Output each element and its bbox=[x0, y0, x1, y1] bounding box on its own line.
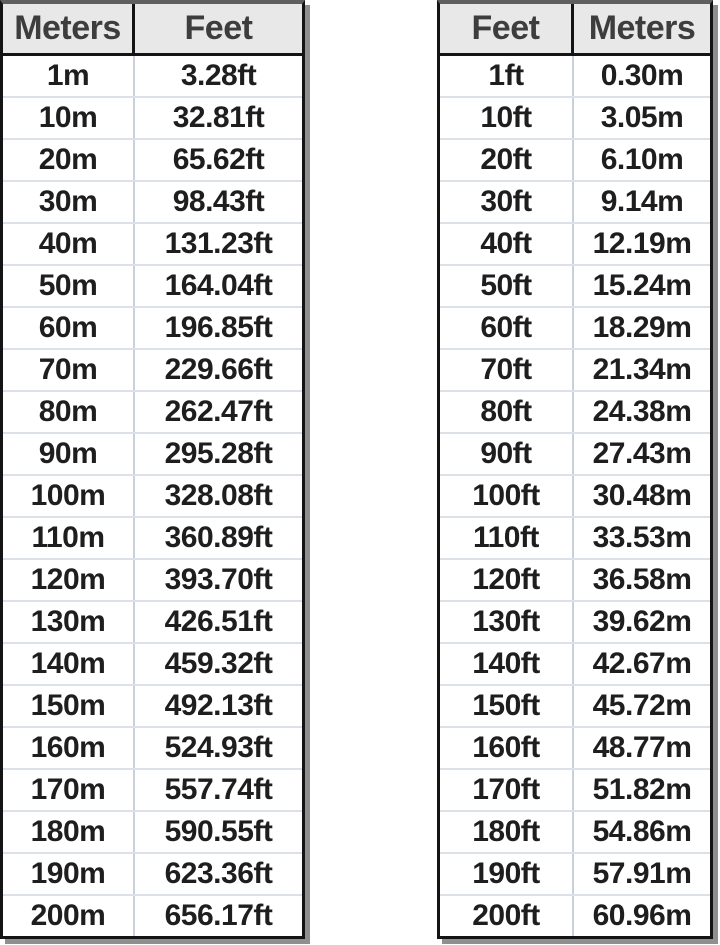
table-cell: 12.19m bbox=[592, 227, 692, 260]
table-body bbox=[3, 56, 302, 936]
table-row bbox=[3, 770, 302, 812]
column-header-meters: Meters bbox=[3, 4, 135, 53]
table-cell: 110m bbox=[3, 518, 135, 558]
table-row bbox=[440, 98, 710, 140]
table-cell: 21.34m bbox=[592, 353, 692, 386]
table-cell: 80m bbox=[3, 392, 135, 432]
table-row bbox=[3, 266, 302, 308]
table-cell: 180m bbox=[3, 812, 135, 852]
table-cell: 180ft bbox=[440, 812, 574, 852]
table-cell: 190m bbox=[3, 854, 135, 894]
table-cell: 39.62m bbox=[592, 605, 692, 638]
table-cell: 170ft bbox=[440, 770, 574, 810]
table-cell: 60m bbox=[3, 308, 135, 348]
table-cell: 40ft bbox=[440, 224, 574, 264]
table-cell: 557.74ft bbox=[164, 773, 273, 806]
table-cell: 229.66ft bbox=[164, 353, 273, 386]
table-row bbox=[3, 308, 302, 350]
table-cell: 120m bbox=[3, 560, 135, 600]
table-row bbox=[3, 476, 302, 518]
table-cell: 24.38m bbox=[592, 395, 692, 428]
table-cell: 10ft bbox=[440, 98, 574, 138]
table-cell: 20ft bbox=[440, 140, 574, 180]
table-cell: 70ft bbox=[440, 350, 574, 390]
table-cell: 50ft bbox=[440, 266, 574, 306]
table-cell: 60ft bbox=[440, 308, 574, 348]
table-cell: 80ft bbox=[440, 392, 574, 432]
table-row bbox=[440, 224, 710, 266]
table-row bbox=[3, 560, 302, 602]
table-cell: 100ft bbox=[440, 476, 574, 516]
table-row bbox=[440, 392, 710, 434]
table-cell: 65.62ft bbox=[172, 143, 265, 176]
table-row bbox=[440, 728, 710, 770]
table-cell: 360.89ft bbox=[164, 521, 273, 554]
table-row bbox=[3, 434, 302, 476]
table-cell: 18.29m bbox=[592, 311, 692, 344]
table-cell: 50m bbox=[3, 266, 135, 306]
table-cell: 90m bbox=[3, 434, 135, 474]
table-cell: 98.43ft bbox=[172, 185, 265, 218]
table-body bbox=[440, 56, 710, 936]
table-row bbox=[440, 140, 710, 182]
table-cell: 36.58m bbox=[592, 563, 692, 596]
table-row bbox=[440, 476, 710, 518]
table-cell: 1ft bbox=[440, 56, 574, 96]
table-cell: 57.91m bbox=[592, 857, 692, 890]
table-row bbox=[440, 812, 710, 854]
table-header-row bbox=[440, 4, 710, 56]
table-row bbox=[3, 812, 302, 854]
table-cell: 120ft bbox=[440, 560, 574, 600]
table-cell: 200m bbox=[3, 896, 135, 936]
table-row bbox=[440, 266, 710, 308]
table-header-row bbox=[3, 4, 302, 56]
table-cell: 295.28ft bbox=[164, 437, 273, 470]
table-cell: 60.96m bbox=[592, 899, 692, 932]
table-cell: 70m bbox=[3, 350, 135, 390]
table-row bbox=[440, 350, 710, 392]
table-cell: 150m bbox=[3, 686, 135, 726]
table-cell: 10m bbox=[3, 98, 135, 138]
table-cell: 32.81ft bbox=[172, 101, 265, 134]
table-row bbox=[3, 98, 302, 140]
table-row bbox=[3, 350, 302, 392]
table-cell: 30ft bbox=[440, 182, 574, 222]
table-cell: 30.48m bbox=[592, 479, 692, 512]
table-cell: 20m bbox=[3, 140, 135, 180]
table-cell: 130ft bbox=[440, 602, 574, 642]
feet-to-meters-table bbox=[437, 0, 713, 939]
table-row bbox=[3, 182, 302, 224]
table-cell: 15.24m bbox=[592, 269, 692, 302]
table-row bbox=[3, 644, 302, 686]
table-cell: 48.77m bbox=[592, 731, 692, 764]
table-row bbox=[440, 854, 710, 896]
table-cell: 0.30m bbox=[600, 59, 684, 92]
table-row bbox=[3, 392, 302, 434]
table-cell: 90ft bbox=[440, 434, 574, 474]
table-row bbox=[440, 770, 710, 812]
meters-to-feet-table bbox=[0, 0, 305, 939]
table-row bbox=[3, 56, 302, 98]
table-cell: 524.93ft bbox=[164, 731, 273, 764]
table-row bbox=[440, 308, 710, 350]
table-cell: 3.28ft bbox=[180, 59, 257, 92]
table-cell: 656.17ft bbox=[164, 899, 273, 932]
table-cell: 140ft bbox=[440, 644, 574, 684]
table-row bbox=[3, 140, 302, 182]
table-cell: 590.55ft bbox=[164, 815, 273, 848]
table-row bbox=[440, 518, 710, 560]
table-cell: 9.14m bbox=[600, 185, 684, 218]
column-header-feet: Feet bbox=[440, 4, 574, 53]
table-row bbox=[3, 602, 302, 644]
table-cell: 393.70ft bbox=[164, 563, 273, 596]
table-row bbox=[3, 686, 302, 728]
table-cell: 27.43m bbox=[592, 437, 692, 470]
table-cell: 190ft bbox=[440, 854, 574, 894]
table-cell: 42.67m bbox=[592, 647, 692, 680]
table-cell: 51.82m bbox=[592, 773, 692, 806]
table-row bbox=[440, 602, 710, 644]
table-cell: 6.10m bbox=[600, 143, 684, 176]
table-cell: 33.53m bbox=[592, 521, 692, 554]
column-header-feet: Feet bbox=[184, 9, 253, 47]
table-row bbox=[440, 434, 710, 476]
table-cell: 1m bbox=[3, 56, 135, 96]
table-row bbox=[3, 854, 302, 896]
table-row bbox=[440, 182, 710, 224]
table-cell: 426.51ft bbox=[164, 605, 273, 638]
table-cell: 40m bbox=[3, 224, 135, 264]
table-cell: 262.47ft bbox=[164, 395, 273, 428]
table-cell: 30m bbox=[3, 182, 135, 222]
table-row bbox=[440, 896, 710, 936]
table-cell: 164.04ft bbox=[164, 269, 273, 302]
table-cell: 130m bbox=[3, 602, 135, 642]
table-cell: 140m bbox=[3, 644, 135, 684]
column-header-meters: Meters bbox=[588, 9, 696, 47]
table-row bbox=[3, 518, 302, 560]
table-cell: 160m bbox=[3, 728, 135, 768]
table-cell: 3.05m bbox=[600, 101, 684, 134]
table-row bbox=[3, 224, 302, 266]
table-cell: 492.13ft bbox=[164, 689, 273, 722]
table-row bbox=[440, 686, 710, 728]
table-cell: 131.23ft bbox=[164, 227, 273, 260]
table-cell: 45.72m bbox=[592, 689, 692, 722]
table-cell: 196.85ft bbox=[164, 311, 273, 344]
table-cell: 160ft bbox=[440, 728, 574, 768]
table-cell: 100m bbox=[3, 476, 135, 516]
table-row bbox=[440, 56, 710, 98]
table-cell: 200ft bbox=[440, 896, 574, 936]
table-row bbox=[3, 896, 302, 936]
table-row bbox=[440, 560, 710, 602]
table-cell: 623.36ft bbox=[164, 857, 273, 890]
table-cell: 150ft bbox=[440, 686, 574, 726]
table-row bbox=[440, 644, 710, 686]
table-cell: 328.08ft bbox=[164, 479, 273, 512]
table-cell: 459.32ft bbox=[164, 647, 273, 680]
table-cell: 170m bbox=[3, 770, 135, 810]
table-cell: 54.86m bbox=[592, 815, 692, 848]
table-row bbox=[3, 728, 302, 770]
table-cell: 110ft bbox=[440, 518, 574, 558]
